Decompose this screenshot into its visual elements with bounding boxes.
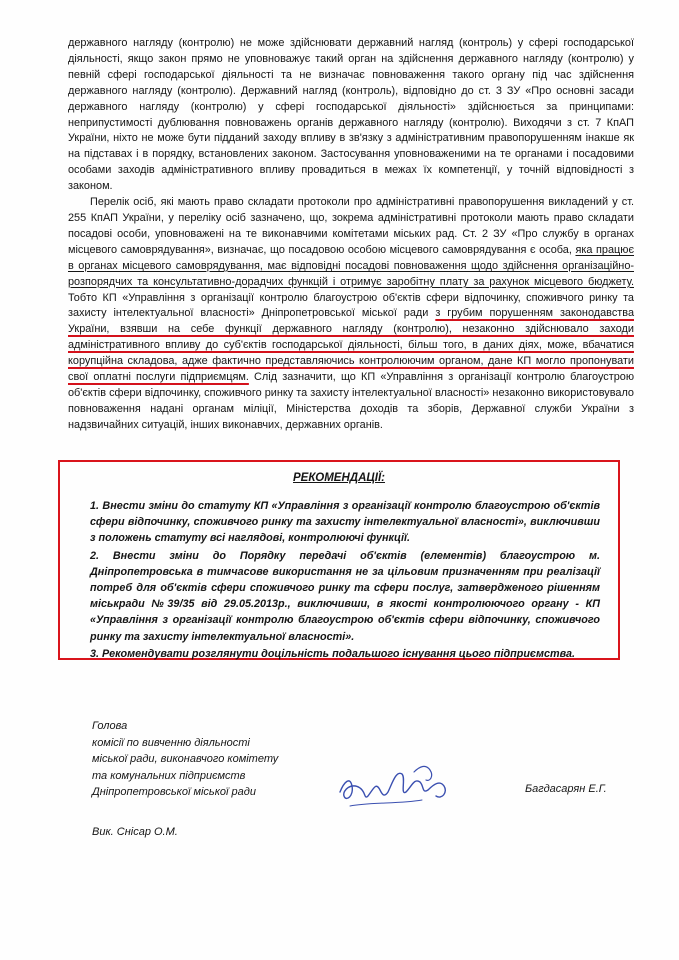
- paragraph-2-text-b: Тобто КП «Управління з організації контролю благоустрою об'єктів сфери відпочинку, споживчого ринку та захисту інтелектуальної власності» Дніпропетровської міської ради: [68, 291, 634, 320]
- recommendations-list: [90, 498, 600, 663]
- signatory-title: [92, 718, 278, 801]
- red-underlined-violation: з грубим порушенням законодавства України, взявши на себе функції державного нагляду (контролю), незаконно здійснювало заходи адміністративного впливу до суб'єктів господарської діяльності, більш того, в даних діях, може, вбачатися корупційна складова, адже фактично представляючись контролюючим органом, дане КП могло пропонувати свої оплатні послуги підприємцям.: [68, 307, 634, 384]
- recommendation-item: 1. Внести зміни до статуту КП «Управління з організації контролю благоустрою об'єктів сфери відпочинку, споживчого ринку та захисту інтелектуальної власності», виключивши з положень статуту всі наглядові, контролюючі функції.: [90, 500, 600, 545]
- paragraph-2-text-a: Перелік осіб, які мають право складати протоколи про адміністративні правопорушення викладений у ст. 255 КпАП України, у переліку осіб зазначено, що, зокрема адміністративні протоколи мають право складати посадові особи, уповноважені на те виконавчими комітетами міських рад. Ст. 2 ЗУ «Про службу в органах місцевого самоврядування», визначає, що посадовою особою місцевого самоврядування є особа,: [68, 196, 634, 256]
- signatory-line: міської ради, виконавчого комітету: [92, 753, 279, 765]
- executor-name: Вик. Снісар О.М.: [92, 826, 178, 838]
- signatory-line: Дніпропетровської міської ради: [92, 786, 256, 798]
- signatory-name: Багдасарян Е.Г.: [525, 783, 607, 795]
- body-text: [68, 36, 634, 434]
- recommendations-box: [58, 460, 620, 660]
- paragraph-2-text-c: Слід зазначити, що КП «Управління з організації контролю благоустрою об'єктів сфери відпочинку, споживчого ринку та захисту інтелектуальної власності» незаконно використовувало повноваження надані органам міліції, Міністерства доходів та зборів, Державної служби України з надзвичайних ситуацій, інших виконавчих, державних органів.: [68, 371, 634, 431]
- underlined-definition: яка працює в органах місцевого самоврядування, має відповідні посадові повноваження щодо здійснення організаційно-розпорядчих та консультативно-дорадчих функцій і отримує заробітну плату за рахунок місцевого бюджету.: [68, 243, 634, 288]
- signatory-line: Голова: [92, 720, 128, 732]
- paragraph-1-text: державного нагляду (контролю) не може здійснювати державний нагляд (контроль) у сфері господарської діяльності, якщо закон прямо не уповноважує такий орган на здійснення державного нагляду (контролю) у певній сфері господарської діяльності та не визначає повноваження такого органу під час здійснення державного нагляду (контролю). Державний нагляд (контроль), відповідно до ст. 3 ЗУ «Про основні засади державного нагляду (контролю) у сфері господарської діяльності» здійснюється за принципами: неприпустимості дублювання повноважень органів державного нагляду (контролю). Виходячи з ст. 7 КпАП України, ніхто не може бути підданий заходу впливу в зв'язку з адміністративним правопорушенням інакше як на підставах і в порядку, встановлених законом. Застосування уповноваженими на те органами і посадовими особами заходів адміністративного впливу провадиться в межах їх компетенції, у точній відповідності з законом.: [68, 37, 634, 193]
- paragraph-1: [68, 36, 634, 195]
- recommendations-title: РЕКОМЕНДАЦІЇ:: [293, 472, 385, 484]
- recommendation-item: 2. Внести зміни до Порядку передачі об'єктів (елементів) благоустрою м. Дніпропетровська в тимчасове використання не за цільовим призначенням при реалізації потреб для об'єктів сфери споживчого ринку та сфери послуг, затвердженого рішенням міськради №39/35 від 29.05.2013р., виключивши, в якості контролюючого органу - КП «Управління з організації контролю благоустрою об'єктів сфери відпочинку, споживчого ринку та захисту інтелектуальної власності».: [90, 549, 600, 643]
- recommendation-item: 3. Рекомендувати розглянути доцільність подальшого існування цього підприємства.: [90, 647, 575, 660]
- signatory-line: та комунальних підприємств: [92, 769, 246, 782]
- handwritten-signature: [330, 752, 480, 816]
- paragraph-2: [68, 195, 634, 434]
- signatory-line: комісії по вивченню діяльності: [92, 736, 250, 749]
